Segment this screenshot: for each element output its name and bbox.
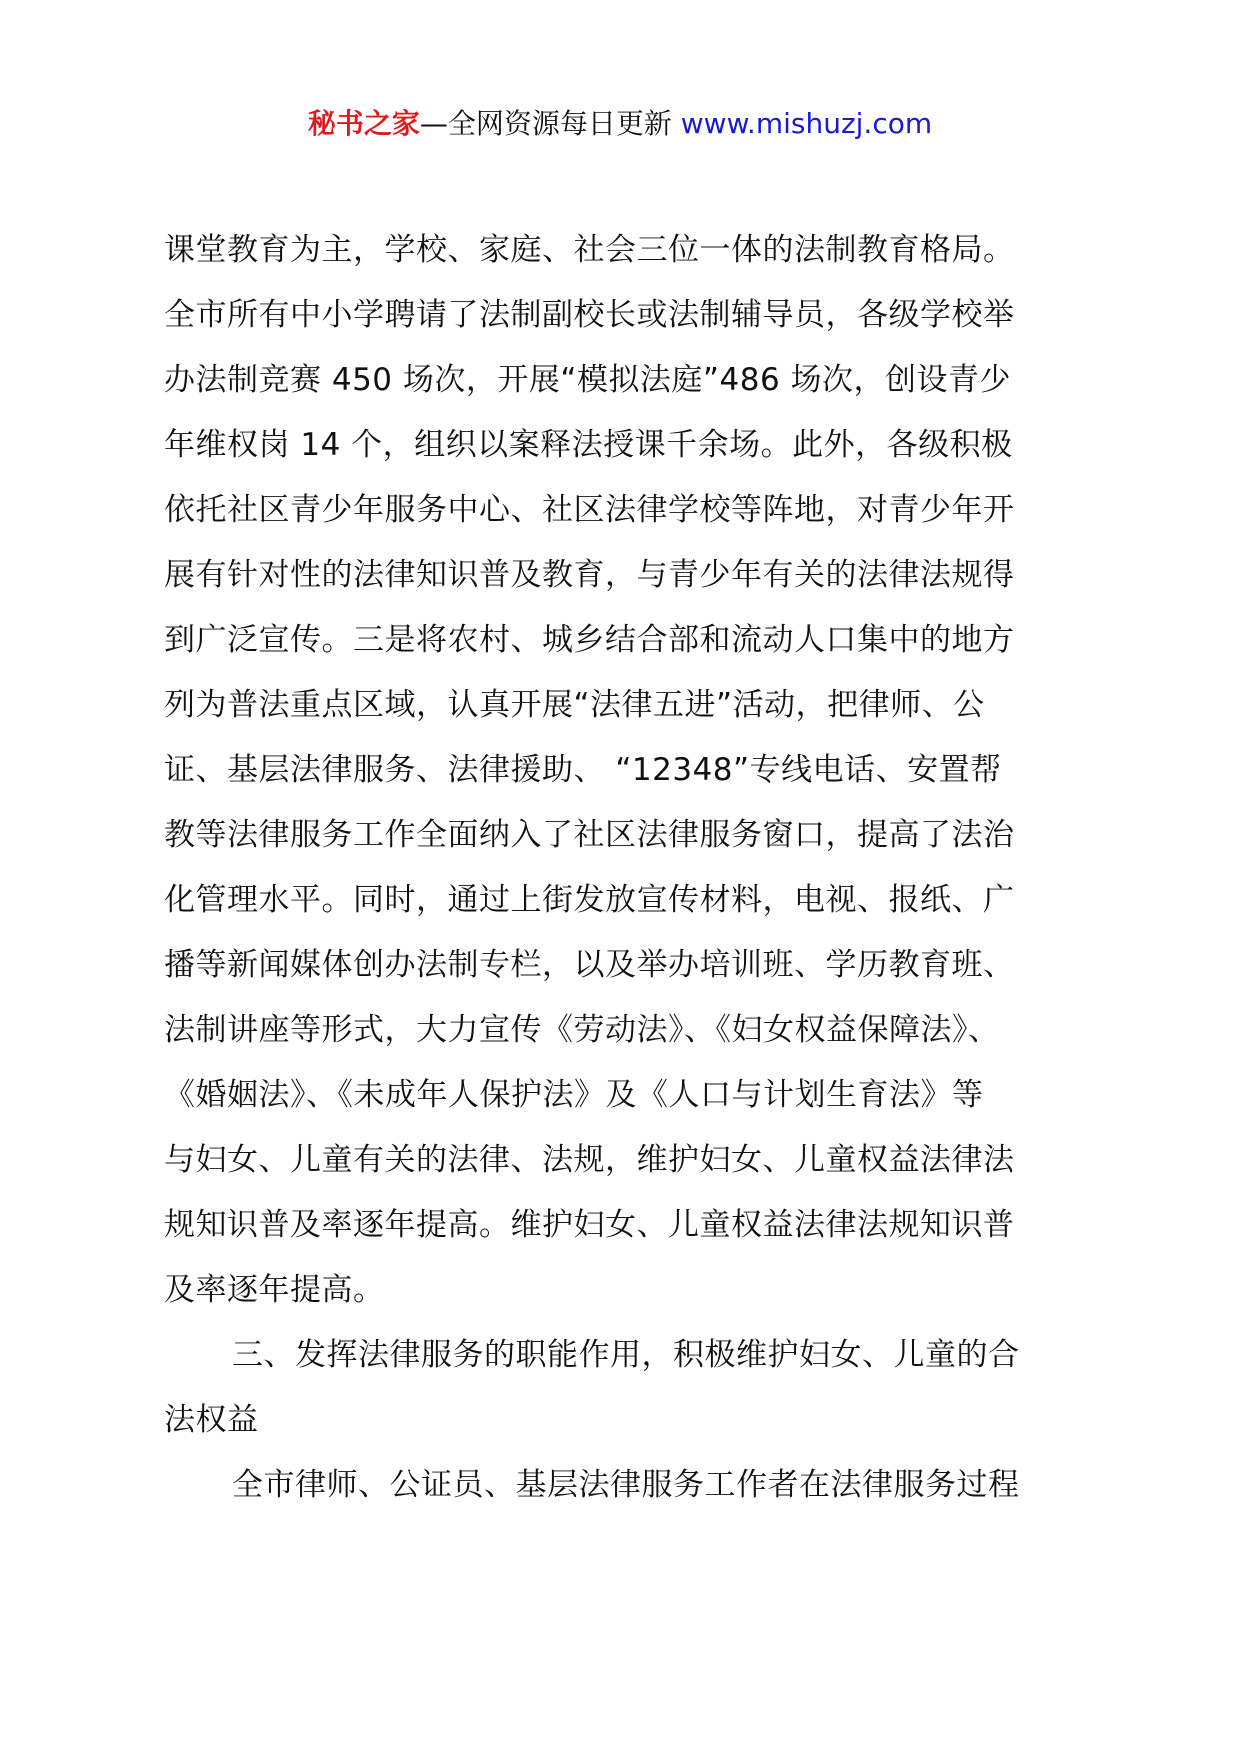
section-heading-line: 法权益 [164, 1402, 259, 1438]
header-slogan: —全网资源每日更新 [419, 107, 681, 140]
website-url[interactable]: www.mishuzj.com [680, 107, 933, 140]
text-line: 全市所有中小学聘请了法制副校长或法制辅导员，各级学校举 [164, 297, 1015, 333]
document-body [164, 218, 1094, 1518]
brand-name: 秘书之家 [307, 107, 420, 140]
text-line: 化管理水平。同时，通过上街发放宣传材料，电视、报纸、广 [164, 882, 1015, 918]
text-line: 全市律师、公证员、基层法律服务工作者在法律服务过程 [232, 1467, 1020, 1503]
text-line: 《婚姻法》、《未成年人保护法》及《人口与计划生育法》等 [164, 1077, 984, 1113]
text-line: 列为普法重点区域，认真开展“法律五进”活动，把律师、公 [164, 687, 985, 723]
text-line: 及率逐年提高。 [164, 1272, 385, 1308]
text-line: 到广泛宣传。三是将农村、城乡结合部和流动人口集中的地方 [164, 622, 1015, 658]
text-line: 展有针对性的法律知识普及教育，与青少年有关的法律法规得 [164, 557, 1015, 593]
text-line: 规知识普及率逐年提高。维护妇女、儿童权益法律法规知识普 [164, 1207, 1015, 1243]
text-line: 依托社区青少年服务中心、社区法律学校等阵地，对青少年开 [164, 492, 1015, 528]
text-line: 年维权岗 14 个，组织以案释法授课千余场。此外，各级积极 [164, 427, 1013, 463]
text-line: 课堂教育为主，学校、家庭、社会三位一体的法制教育格局。 [164, 232, 1015, 268]
page-header [0, 104, 1240, 144]
text-line: 证、基层法律服务、法律援助、 “12348”专线电话、安置帮 [164, 752, 1002, 788]
section-heading-line: 三、发挥法律服务的职能作用，积极维护妇女、儿童的合 [232, 1337, 1020, 1373]
text-line: 法制讲座等形式，大力宣传《劳动法》、《妇女权益保障法》、 [164, 1012, 1000, 1048]
text-line: 播等新闻媒体创办法制专栏，以及举办培训班、学历教育班、 [164, 947, 1015, 983]
text-line: 办法制竞赛 450 场次，开展“模拟法庭”486 场次，创设青少 [164, 362, 1012, 398]
text-line: 与妇女、儿童有关的法律、法规，维护妇女、儿童权益法律法 [164, 1142, 1015, 1178]
text-line: 教等法律服务工作全面纳入了社区法律服务窗口，提高了法治 [164, 817, 1015, 853]
